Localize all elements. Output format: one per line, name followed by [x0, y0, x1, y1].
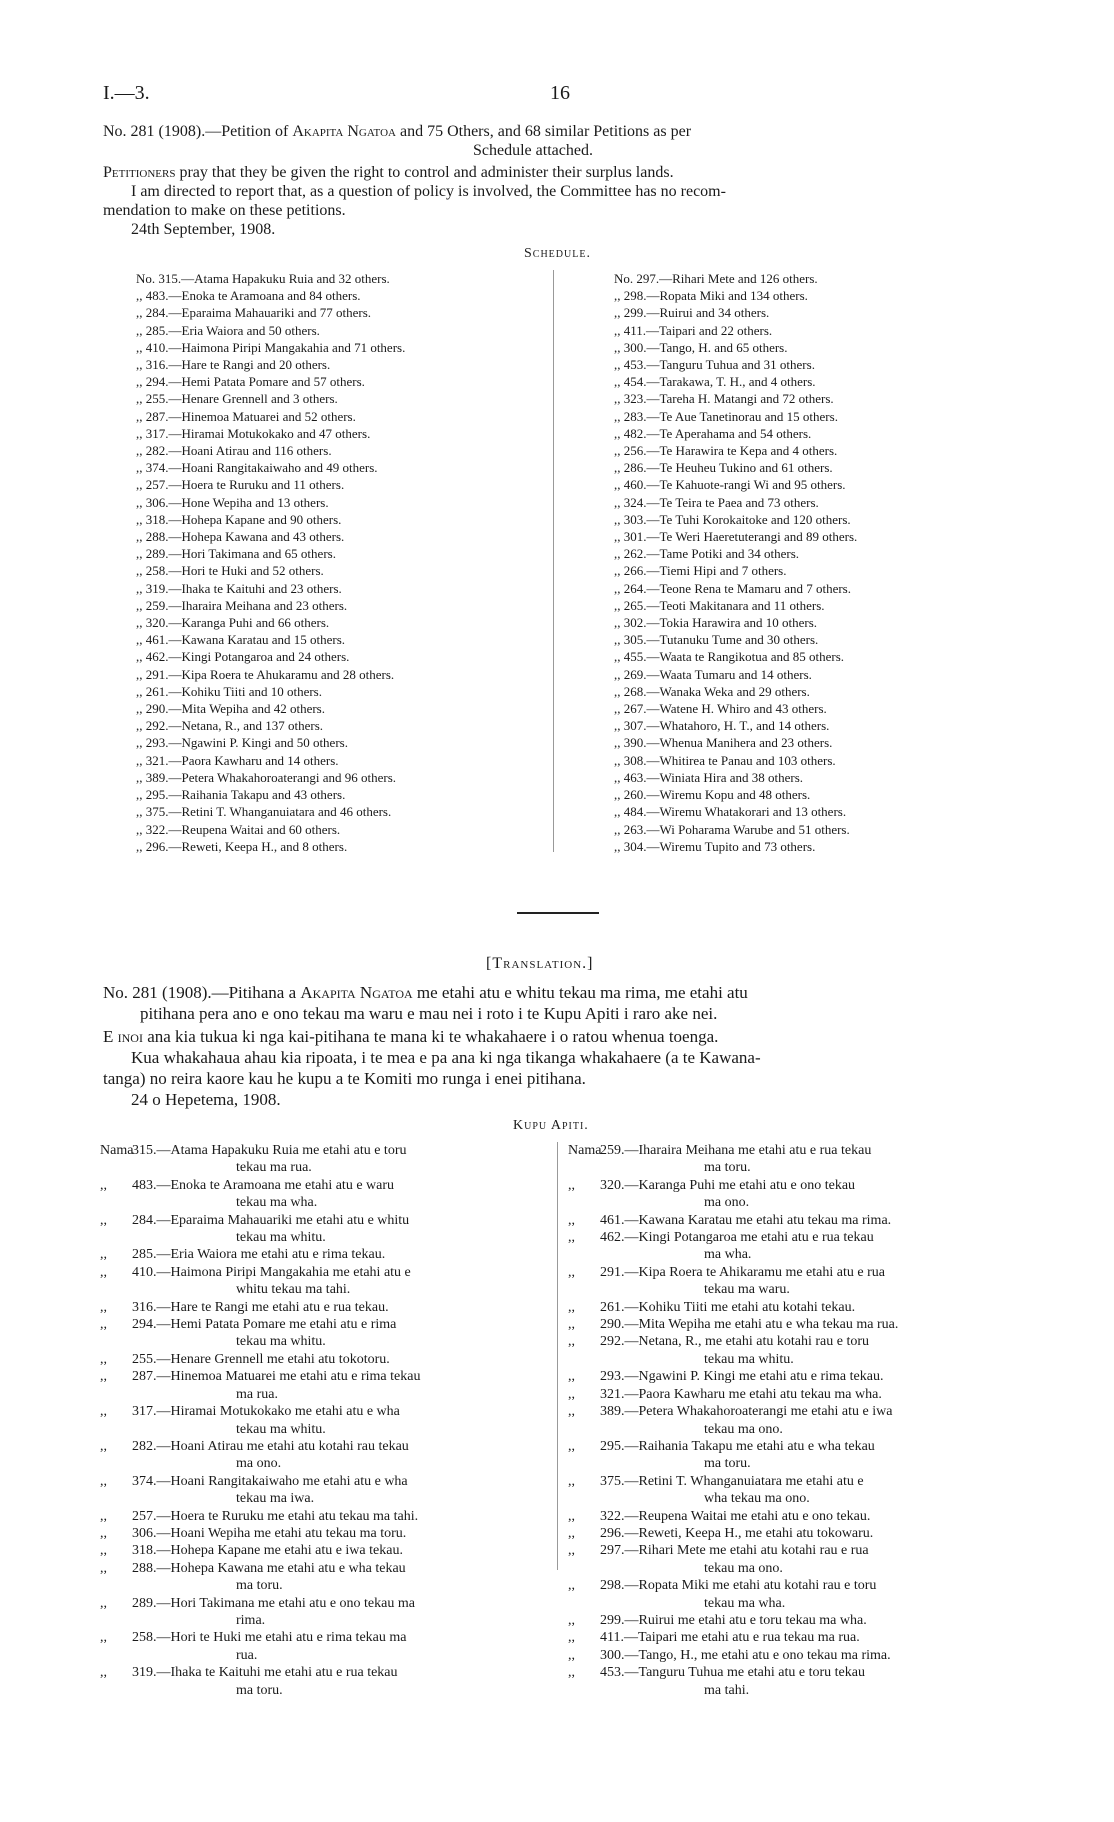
entry-prefix: ,,: [100, 1317, 107, 1333]
kupu-apiti-entry: [568, 1368, 1038, 1385]
schedule-entry: ,, 411.—Taipari and 22 others.: [614, 322, 773, 338]
entry-text: 321.—Paora Kawharu me etahi atu tekau ma wha.: [600, 1386, 882, 1402]
entry-prefix: ,,: [568, 1665, 575, 1681]
entry-continuation: ma ono.: [236, 1456, 282, 1472]
schedule-entry: ,, 483.—Enoka te Aramoana and 84 others.: [136, 288, 361, 304]
entry-prefix: ,,: [100, 1630, 107, 1646]
entry-text: 319.—Ihaka te Kaituhi me etahi atu e rua tekau: [132, 1665, 398, 1681]
translation-right-list: [568, 1142, 1038, 1699]
schedule-entry: ,, 257.—Hoera te Ruruku and 11 others.: [136, 477, 345, 493]
schedule-entry: ,, 484.—Wiremu Whatakorari and 13 others.: [614, 804, 847, 820]
schedule-entry: ,, 482.—Te Aperahama and 54 others.: [614, 425, 812, 441]
schedule-entry: ,, 291.—Kipa Roera te Ahukaramu and 28 others.: [136, 666, 395, 682]
kupu-apiti-entry: [100, 1664, 570, 1699]
entry-prefix: ,,: [568, 1177, 575, 1193]
kupu-apiti-entry: [100, 1177, 570, 1212]
entry-prefix: ,,: [100, 1264, 107, 1280]
entry-text: 411.—Taipari me etahi atu e rua tekau ma rua.: [600, 1630, 860, 1646]
petition-date: 24th September, 1908.: [131, 221, 276, 238]
entry-text: 374.—Hoani Rangitakaiwaho me etahi atu e wha: [132, 1473, 408, 1489]
entry-continuation: ma wha.: [704, 1247, 752, 1263]
schedule-entry: ,, 454.—Tarakawa, T. H., and 4 others.: [614, 374, 816, 390]
entry-text: 299.—Ruirui me etahi atu e toru tekau ma wha.: [600, 1612, 867, 1628]
kupu-apiti-entry: [568, 1664, 1038, 1699]
entry-continuation: ma ono.: [704, 1195, 750, 1211]
entry-continuation: ma toru.: [704, 1160, 751, 1176]
entry-prefix: ,,: [568, 1299, 575, 1315]
entry-prefix: ,,: [100, 1369, 107, 1385]
schedule-entry: ,, 256.—Te Harawira te Kepa and 4 others.: [614, 443, 838, 459]
entry-prefix: ,,: [568, 1369, 575, 1385]
entry-text: 375.—Retini T. Whanganuiatara me etahi atu e: [600, 1473, 864, 1489]
column-divider: [553, 270, 554, 852]
schedule-entry: ,, 267.—Watene H. Whiro and 43 others.: [614, 701, 827, 717]
entry-text: 258.—Hori te Huki me etahi atu e rima tekau ma: [132, 1630, 407, 1646]
entry-text: 453.—Tanguru Tuhua me etahi atu e toru tekau: [600, 1665, 865, 1681]
schedule-entry: ,, 293.—Ngawini P. Kingi and 50 others.: [136, 735, 348, 751]
entry-continuation: tekau ma whitu.: [236, 1230, 326, 1246]
schedule-entry: ,, 269.—Waata Tumaru and 14 others.: [614, 666, 812, 682]
schedule-entry: ,, 283.—Te Aue Tanetinorau and 15 others.: [614, 408, 838, 424]
schedule-entry: ,, 323.—Tareha H. Matangi and 72 others.: [614, 391, 834, 407]
schedule-entry: ,, 462.—Kingi Potangaroa and 24 others.: [136, 649, 350, 665]
entry-continuation: tekau ma whitu.: [236, 1334, 326, 1350]
entry-prefix: Nama: [568, 1143, 602, 1158]
entry-text: 410.—Haimona Piripi Mangakahia me etahi atu e: [132, 1264, 411, 1280]
schedule-entry: ,, 266.—Tiemi Hipi and 7 others.: [614, 563, 787, 579]
kupu-apiti-entry: [100, 1368, 570, 1403]
kupu-apiti-entry: [100, 1246, 570, 1263]
schedule-entry: ,, 303.—Te Tuhi Korokaitoke and 120 others.: [614, 511, 851, 527]
translation-left-list: [100, 1142, 570, 1699]
entry-prefix: ,,: [100, 1665, 107, 1681]
kupu-apiti-entry: [568, 1612, 1038, 1629]
entry-continuation: tekau ma whitu.: [704, 1351, 794, 1367]
entry-prefix: ,,: [100, 1177, 107, 1193]
entry-continuation: tekau ma ono.: [704, 1421, 783, 1437]
kupu-apiti-entry: [568, 1542, 1038, 1577]
kupu-apiti-entry: [568, 1333, 1038, 1368]
schedule-entry: ,, 268.—Wanaka Weka and 29 others.: [614, 683, 810, 699]
entry-continuation: ma toru.: [704, 1456, 751, 1472]
schedule-entry: ,, 259.—Iharaira Meihana and 23 others.: [136, 597, 348, 613]
kupu-apiti-entry: [100, 1142, 570, 1177]
entry-prefix: ,,: [100, 1560, 107, 1576]
schedule-entry: ,, 302.—Tokia Harawira and 10 others.: [614, 615, 818, 631]
kupu-apiti-entry: [568, 1508, 1038, 1525]
schedule-entry: ,, 453.—Tanguru Tuhua and 31 others.: [614, 357, 815, 373]
entry-prefix: ,,: [568, 1438, 575, 1454]
entry-prefix: ,,: [568, 1317, 575, 1333]
schedule-entry: ,, 304.—Wiremu Tupito and 73 others.: [614, 838, 816, 854]
kupu-apiti-entry: [100, 1438, 570, 1473]
entry-text: 290.—Mita Wepiha me etahi atu e wha tekau ma rua.: [600, 1317, 899, 1333]
entry-text: 255.—Henare Grennell me etahi atu tokotoru.: [132, 1351, 390, 1367]
entry-text: 461.—Kawana Karatau me etahi atu tekau ma rima.: [600, 1212, 892, 1228]
schedule-entry: ,, 261.—Kohiku Tiiti and 10 others.: [136, 683, 322, 699]
petition-prayer: Petitioners pray that they be given the right to control and administer their surplus lands.: [103, 164, 674, 181]
kupu-apiti-entry: [568, 1316, 1038, 1333]
entry-continuation: tekau ma iwa.: [236, 1491, 315, 1507]
entry-text: 483.—Enoka te Aramoana me etahi atu e waru: [132, 1177, 395, 1193]
entry-prefix: ,,: [568, 1630, 575, 1646]
entry-text: 291.—Kipa Roera te Ahikaramu me etahi atu e rua: [600, 1264, 885, 1280]
entry-text: 259.—Iharaira Meihana me etahi atu e rua tekau: [600, 1143, 872, 1158]
schedule-entry: ,, 375.—Retini T. Whanganuiatara and 46 others.: [136, 804, 392, 820]
entry-prefix: ,,: [100, 1543, 107, 1559]
entry-text: 261.—Kohiku Tiiti me etahi atu kotahi tekau.: [600, 1299, 856, 1315]
entry-continuation: tekau ma whitu.: [236, 1421, 326, 1437]
schedule-right-list: [614, 270, 857, 855]
entry-prefix: ,,: [100, 1525, 107, 1541]
entry-text: 289.—Hori Takimana me etahi atu e ono tekau ma: [132, 1595, 415, 1611]
entry-text: 300.—Tango, H., me etahi atu e ono tekau ma rima.: [600, 1647, 891, 1663]
entry-text: 257.—Hoera te Ruruku me etahi atu tekau ma tahi.: [132, 1508, 419, 1524]
schedule-entry: ,, 292.—Netana, R., and 137 others.: [136, 718, 324, 734]
kupu-apiti-entry: [568, 1647, 1038, 1664]
entry-continuation: tekau ma wha.: [236, 1195, 318, 1211]
document-ref: I.—3.: [103, 82, 150, 104]
kupu-apiti-entry: [100, 1542, 570, 1559]
entry-continuation: whitu tekau ma tahi.: [236, 1282, 351, 1298]
entry-text: 317.—Hiramai Motukokako me etahi atu e wha: [132, 1404, 400, 1420]
entry-text: 294.—Hemi Patata Pomare me etahi atu e rima: [132, 1317, 397, 1333]
entry-text: 293.—Ngawini P. Kingi me etahi atu e rima tekau.: [600, 1369, 884, 1385]
schedule-entry: ,, 289.—Hori Takimana and 65 others.: [136, 546, 336, 562]
entry-continuation: tekau ma ono.: [704, 1560, 783, 1576]
kupu-apiti-entry: [568, 1473, 1038, 1508]
kupu-apiti-entry: [568, 1525, 1038, 1542]
schedule-entry: ,, 287.—Hinemoa Matuarei and 52 others.: [136, 408, 356, 424]
entry-text: 287.—Hinemoa Matuarei me etahi atu e rima tekau: [132, 1369, 421, 1385]
entry-text: 297.—Rihari Mete me etahi atu kotahi rau e rua: [600, 1543, 869, 1559]
entry-continuation: ma toru.: [236, 1682, 283, 1698]
schedule-entry: ,, 324.—Te Teira te Paea and 73 others.: [614, 494, 819, 510]
translation-report: Kua whakahaua ahau kia ripoata, i te mea e pa ana ki nga tikanga whakahaere (a te Kawana-: [131, 1048, 761, 1067]
kupu-apiti-entry: [568, 1386, 1038, 1403]
schedule-entry: ,, 317.—Hiramai Motukokako and 47 others.: [136, 425, 371, 441]
schedule-entry: ,, 296.—Reweti, Keepa H., and 8 others.: [136, 838, 348, 854]
entry-prefix: ,,: [100, 1438, 107, 1454]
schedule-entry: ,, 295.—Raihania Takapu and 43 others.: [136, 787, 346, 803]
entry-continuation: tekau ma wha.: [704, 1595, 786, 1611]
entry-prefix: ,,: [568, 1473, 575, 1489]
entry-prefix: ,,: [100, 1404, 107, 1420]
entry-text: 295.—Raihania Takapu me etahi atu e wha tekau: [600, 1438, 875, 1454]
kupu-apiti-entry: [568, 1264, 1038, 1299]
entry-prefix: ,,: [568, 1578, 575, 1594]
kupu-apiti-entry: [100, 1473, 570, 1508]
schedule-entry: ,, 320.—Karanga Puhi and 66 others.: [136, 615, 330, 631]
translation-column-divider: [557, 1142, 558, 1570]
entry-prefix: ,,: [568, 1212, 575, 1228]
entry-prefix: ,,: [568, 1525, 575, 1541]
schedule-entry: ,, 307.—Whatahoro, H. T., and 14 others.: [614, 718, 830, 734]
entry-prefix: ,,: [568, 1230, 575, 1246]
entry-continuation: rima.: [236, 1612, 266, 1628]
schedule-entry: ,, 461.—Kawana Karatau and 15 others.: [136, 632, 346, 648]
entry-prefix: ,,: [568, 1647, 575, 1663]
kupu-apiti-entry: [100, 1560, 570, 1595]
kupu-apiti-heading: Kupu Apiti.: [513, 1118, 589, 1133]
schedule-entry: ,, 460.—Te Kahuote-rangi Wi and 95 others.: [614, 477, 846, 493]
entry-prefix: ,,: [100, 1473, 107, 1489]
kupu-apiti-entry: [568, 1403, 1038, 1438]
entry-text: 315.—Atama Hapakuku Ruia me etahi atu e toru: [132, 1143, 407, 1158]
entry-text: 322.—Reupena Waitai me etahi atu e ono tekau.: [600, 1508, 871, 1524]
schedule-entry: ,, 300.—Tango, H. and 65 others.: [614, 339, 788, 355]
schedule-entry: ,, 299.—Ruirui and 34 others.: [614, 305, 770, 321]
schedule-heading: Schedule.: [524, 246, 591, 261]
entry-text: 389.—Petera Whakahoroaterangi me etahi atu e iwa: [600, 1404, 893, 1420]
entry-prefix: ,,: [568, 1264, 575, 1280]
entry-continuation: ma rua.: [236, 1386, 278, 1402]
kupu-apiti-entry: [100, 1316, 570, 1351]
schedule-entry: ,, 374.—Hoani Rangitakaiwaho and 49 others.: [136, 460, 378, 476]
schedule-entry: ,, 298.—Ropata Miki and 134 others.: [614, 288, 808, 304]
entry-prefix: ,,: [568, 1508, 575, 1524]
schedule-entry: ,, 260.—Wiremu Kopu and 48 others.: [614, 787, 811, 803]
schedule-entry: ,, 410.—Haimona Piripi Mangakahia and 71 others.: [136, 339, 406, 355]
petition-report-line2: mendation to make on these petitions.: [103, 202, 346, 219]
kupu-apiti-entry: [568, 1212, 1038, 1229]
entry-prefix: ,,: [100, 1508, 107, 1524]
schedule-entry: ,, 262.—Tame Potiki and 34 others.: [614, 546, 800, 562]
entry-text: 282.—Hoani Atirau me etahi atu kotahi rau tekau: [132, 1438, 409, 1454]
kupu-apiti-entry: [568, 1299, 1038, 1316]
schedule-entry: No. 315.—Atama Hapakuku Ruia and 32 others.: [136, 271, 390, 286]
schedule-entry: No. 297.—Rihari Mete and 126 others.: [614, 271, 818, 286]
entry-text: 320.—Karanga Puhi me etahi atu e ono tekau: [600, 1177, 856, 1193]
entry-prefix: ,,: [568, 1404, 575, 1420]
schedule-entry: ,, 389.—Petera Whakahoroaterangi and 96 others.: [136, 769, 397, 785]
translation-report-line2: tanga) no reira kaore kau he kupu a te Komiti mo runga i enei pitihana.: [103, 1069, 586, 1088]
entry-text: 288.—Hohepa Kawana me etahi atu e wha tekau: [132, 1560, 406, 1576]
kupu-apiti-entry: [568, 1142, 1038, 1177]
entry-text: 462.—Kingi Potangaroa me etahi atu e rua tekau: [600, 1230, 874, 1246]
schedule-entry: ,, 316.—Hare te Rangi and 20 others.: [136, 357, 331, 373]
entry-prefix: ,,: [568, 1334, 575, 1350]
kupu-apiti-entry: [568, 1577, 1038, 1612]
schedule-entry: ,, 308.—Whitirea te Panau and 103 others.: [614, 752, 836, 768]
schedule-entry: ,, 322.—Reupena Waitai and 60 others.: [136, 821, 341, 837]
kupu-apiti-entry: [568, 1229, 1038, 1264]
entry-text: 292.—Netana, R., me etahi atu kotahi rau e toru: [600, 1334, 870, 1350]
schedule-entry: ,, 288.—Hohepa Kawana and 43 others.: [136, 529, 345, 545]
kupu-apiti-entry: [100, 1595, 570, 1630]
translation-prayer: E inoi ana kia tukua ki nga kai-pitihana te mana ki te whakahaere i o ratou whenua toenga.: [103, 1027, 719, 1046]
entry-prefix: ,,: [100, 1212, 107, 1228]
entry-continuation: ma toru.: [236, 1578, 283, 1594]
schedule-entry: ,, 318.—Hohepa Kapane and 90 others.: [136, 511, 342, 527]
entry-continuation: tekau ma waru.: [704, 1282, 790, 1298]
translation-title: No. 281 (1908).—Pitihana a Akapita Ngatoa me etahi atu e whitu tekau ma rima, me etahi atu: [103, 983, 748, 1002]
schedule-entry: ,, 263.—Wi Poharama Warube and 51 others.: [614, 821, 850, 837]
entry-continuation: rua.: [236, 1647, 258, 1663]
schedule-entry: ,, 301.—Te Weri Haeretuterangi and 89 others.: [614, 529, 858, 545]
entry-prefix: ,,: [100, 1299, 107, 1315]
kupu-apiti-entry: [100, 1212, 570, 1247]
kupu-apiti-entry: [100, 1299, 570, 1316]
schedule-entry: ,, 305.—Tutanuku Tume and 30 others.: [614, 632, 819, 648]
entry-prefix: ,,: [568, 1386, 575, 1402]
schedule-entry: ,, 390.—Whenua Manihera and 23 others.: [614, 735, 833, 751]
schedule-entry: ,, 265.—Teoti Makitanara and 11 others.: [614, 597, 825, 613]
schedule-entry: ,, 319.—Ihaka te Kaituhi and 23 others.: [136, 580, 342, 596]
kupu-apiti-entry: [100, 1264, 570, 1299]
entry-prefix: ,,: [100, 1351, 107, 1367]
entry-text: 316.—Hare te Rangi me etahi atu e rua tekau.: [132, 1299, 389, 1315]
schedule-entry: ,, 463.—Winiata Hira and 38 others.: [614, 769, 804, 785]
schedule-entry: ,, 286.—Te Heuheu Tukino and 61 others.: [614, 460, 833, 476]
schedule-entry: ,, 264.—Teone Rena te Mamaru and 7 others.: [614, 580, 851, 596]
schedule-entry: ,, 284.—Eparaima Mahauariki and 77 others.: [136, 305, 372, 321]
translation-heading: [Translation.]: [486, 955, 594, 972]
schedule-entry: ,, 455.—Waata te Rangikotua and 85 others.: [614, 649, 845, 665]
section-divider: [517, 912, 599, 914]
entry-prefix: ,,: [100, 1247, 107, 1263]
entry-text: 298.—Ropata Miki me etahi atu kotahi rau e toru: [600, 1578, 877, 1594]
entry-text: 306.—Hoani Wepiha me etahi atu tekau ma toru.: [132, 1525, 407, 1541]
schedule-entry: ,, 255.—Henare Grennell and 3 others.: [136, 391, 338, 407]
kupu-apiti-entry: [100, 1525, 570, 1542]
schedule-left-list: [136, 270, 405, 855]
schedule-entry: ,, 321.—Paora Kawharu and 14 others.: [136, 752, 339, 768]
entry-prefix: Nama: [100, 1143, 134, 1158]
entry-text: 284.—Eparaima Mahauariki me etahi atu e whitu: [132, 1212, 410, 1228]
kupu-apiti-entry: [100, 1508, 570, 1525]
schedule-entry: ,, 294.—Hemi Patata Pomare and 57 others.: [136, 374, 365, 390]
kupu-apiti-entry: [568, 1177, 1038, 1212]
petition-report: I am directed to report that, as a question of policy is involved, the Committee has no recom-: [131, 183, 726, 200]
schedule-entry: ,, 290.—Mita Wepiha and 42 others.: [136, 701, 325, 717]
entry-prefix: ,,: [568, 1543, 575, 1559]
schedule-entry: ,, 258.—Hori te Huki and 52 others.: [136, 563, 324, 579]
entry-text: 318.—Hohepa Kapane me etahi atu e iwa tekau.: [132, 1543, 403, 1559]
translation-title-line2: pitihana pera ano e ono tekau ma waru e mau nei i roto i te Kupu Apiti i raro ake nei.: [140, 1004, 718, 1023]
entry-prefix: ,,: [568, 1612, 575, 1628]
petition-title-line2: Schedule attached.: [473, 142, 593, 159]
schedule-entry: ,, 306.—Hone Wepiha and 13 others.: [136, 494, 329, 510]
entry-text: 296.—Reweti, Keepa H., me etahi atu tokowaru.: [600, 1525, 874, 1541]
entry-prefix: ,,: [100, 1595, 107, 1611]
entry-continuation: wha tekau ma ono.: [704, 1491, 810, 1507]
kupu-apiti-entry: [100, 1629, 570, 1664]
entry-continuation: ma tahi.: [704, 1682, 750, 1698]
entry-text: 285.—Eria Waiora me etahi atu e rima tekau.: [132, 1247, 386, 1263]
kupu-apiti-entry: [568, 1629, 1038, 1646]
schedule-entry: ,, 285.—Eria Waiora and 50 others.: [136, 322, 320, 338]
kupu-apiti-entry: [100, 1351, 570, 1368]
translation-date: 24 o Hepetema, 1908.: [131, 1090, 281, 1109]
schedule-entry: ,, 282.—Hoani Atirau and 116 others.: [136, 443, 332, 459]
page-number: 16: [550, 82, 570, 104]
kupu-apiti-entry: [568, 1438, 1038, 1473]
petition-title: No. 281 (1908).—Petition of Akapita Ngatoa and 75 Others, and 68 similar Petitions as per: [103, 123, 692, 140]
kupu-apiti-entry: [100, 1403, 570, 1438]
entry-continuation: tekau ma rua.: [236, 1160, 312, 1176]
